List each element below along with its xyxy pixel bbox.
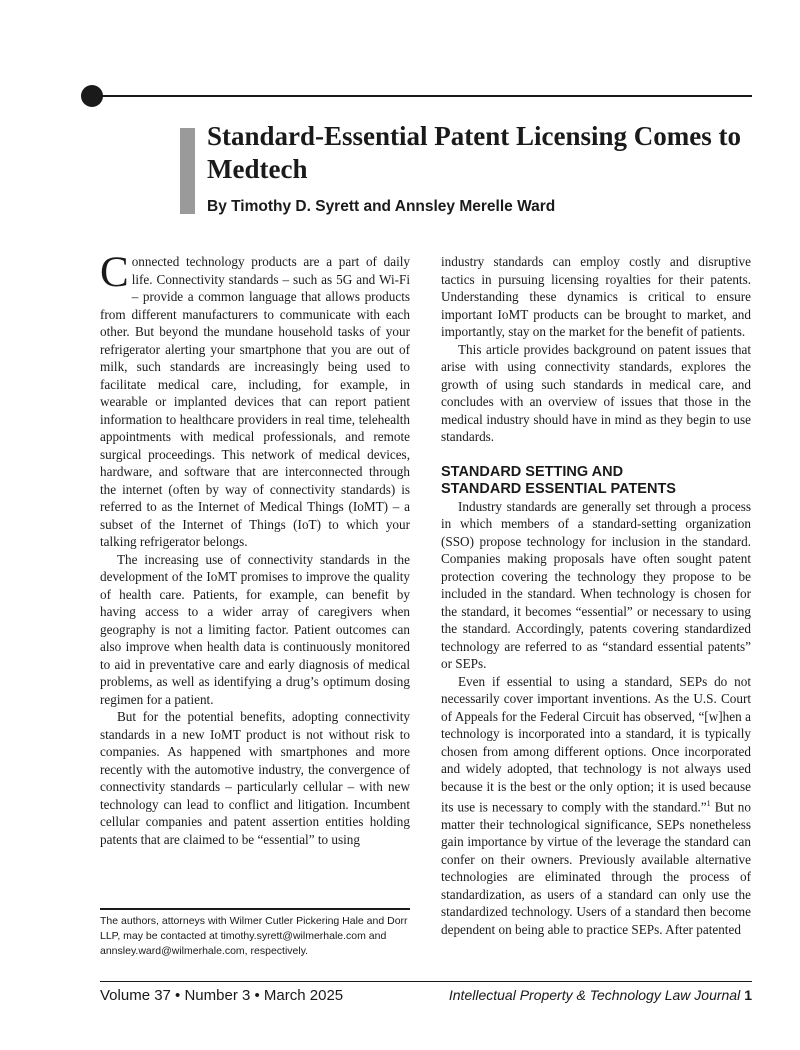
section-heading-line: STANDARD ESSENTIAL PATENTS xyxy=(441,480,676,497)
footnote-marker: 1 xyxy=(706,799,711,808)
section-heading-line: STANDARD SETTING AND xyxy=(441,463,624,480)
paragraph xyxy=(441,673,751,939)
paragraph-text: But no matter their technological significance, SEPs nonetheless gain importance by virtue of the leverage the standard can confer on their owners. Previously available alternative technologies are eliminated through the process of standardization, as users of a standard can only use the standardized technology. Users of a standard then become dependent on being able to practice SEPs. After patented xyxy=(441,799,751,937)
paragraph xyxy=(100,249,410,551)
footer-journal xyxy=(449,987,752,1003)
left-column xyxy=(100,249,410,848)
footnote-rule xyxy=(100,908,410,910)
footer-rule xyxy=(100,981,752,982)
right-column xyxy=(441,253,751,938)
author-footnote: The authors, attorneys with Wilmer Cutler Pickering Hale and Dorr LLP, may be contacted at timothy.syrett@wilmerhale.com and annsley.ward@wilmerhale.com, respectively. xyxy=(100,915,408,957)
section-heading xyxy=(441,464,751,498)
header-rule xyxy=(92,95,752,97)
page-number: 1 xyxy=(744,987,752,1003)
article-byline: By Timothy D. Syrett and Annsley Merelle Ward xyxy=(207,198,556,215)
paragraph: This article provides background on patent issues that arise with using connectivity standards, explores the growth of using such standards in medical care, and concludes with an overview of issues that those in the medical industry should have in mind as they begin to use standards. xyxy=(441,341,751,444)
title-accent-bar xyxy=(180,128,195,214)
paragraph: But for the potential benefits, adopting connectivity standards in a new IoMT product is not without risk to companies. As happened with smartphones and more recently with the automotive industry, the convergence of connectivity standards – particularly cellular – with new technology can lead to conflict and litigation. Incumbent cellular companies and patent assertion entities holding patents that are claimed to be “essential” to using xyxy=(100,709,410,847)
paragraph: The increasing use of connectivity standards in the development of the IoMT promises to improve the quality of health care. Patients, for example, can benefit by having access to a wider array of caregivers when geography is not a limiting factor. Patient outcomes can also improve when health data is continuously monitored to aid in preventative care and early diagnosis of medical problems, as well as identifying a drug’s optimum dosing regimen for a patient. xyxy=(100,551,410,707)
paragraph: industry standards can employ costly and disruptive tactics in pursuing licensing royalties for their patents. Understanding these dynamics is critical to ensure important IoMT products can be brought to market, and importantly, stay on the market for the benefit of patients. xyxy=(441,254,751,339)
journal-name: Intellectual Property & Technology Law Journal xyxy=(448,987,741,1003)
paragraph-text: Even if essential to using a standard, SEPs do not necessarily cover important inventions. As the U.S. Court of Appeals for the Federal Circuit has observed, “[w]hen a technology is incorporated into a standard, it is typically chosen from among different options. Once incorporated and widely adopted, that technology is not always used because it is the best or the only option; it is used because its use is necessary to comply with the standard.” xyxy=(441,673,751,815)
footer-issue-info: Volume 37 • Number 3 • March 2025 xyxy=(100,987,344,1004)
drop-cap: C xyxy=(100,249,129,296)
paragraph-text: onnected technology products are a part of daily life. Connectivity standards – such as 5G and Wi-Fi – provide a common language that allows products from different manufacturers to communicate with each other. But beyond the mundane household tasks of your refrigerator alerting your smartphone that you are out of milk, such standards are increasingly being used to facilitate medical care, including, for example, in wearable or implanted devices that can report patient information to healthcare providers in real time, telehealth appointments with medical professionals, and remote surgical proceedings. This network of medical devices, hardware, and software that are interconnected through the internet (often by way of connectivity standards) is referred to as the Internet of Medical Things (IoMT) – a subset of the Internet of Things (IoT) to which your talking refrigerator belongs. xyxy=(100,254,410,549)
paragraph: Industry standards are generally set through a process in which members of a standard-setting organization (SSO) propose technology for inclusion in the standard. Companies making proposals have often sought patent protection covering the technology they propose to be included in the standard. When technology is chosen for the standard, it becomes “essential” or necessary to using the standard. Accordingly, patents covering standardized technology are referred to as “standard essential patents” or SEPs. xyxy=(441,498,751,671)
article-title: Standard-Essential Patent Licensing Comes to Medtech xyxy=(207,121,742,184)
